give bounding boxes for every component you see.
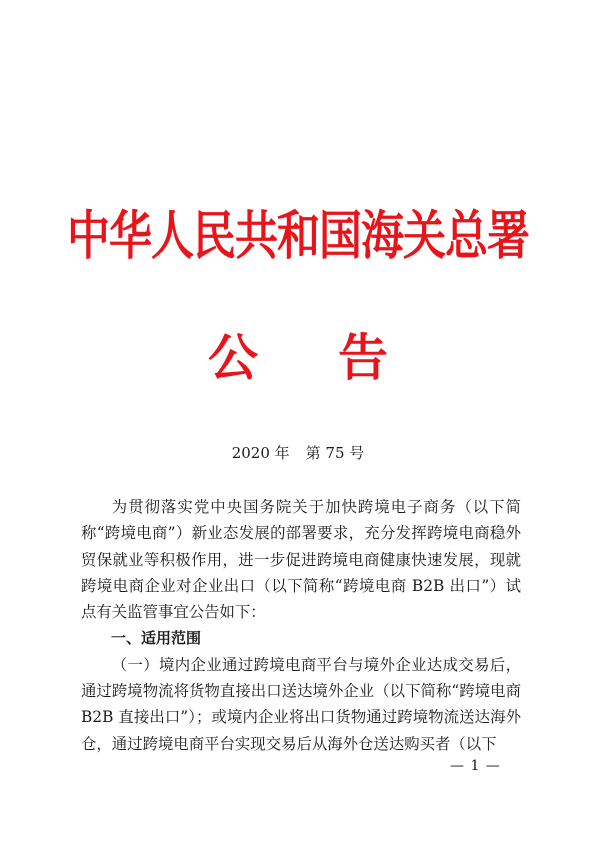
page-number: — 1 — <box>450 758 501 774</box>
section-heading-scope: 一、适用范围 <box>111 629 202 648</box>
document-type-title: 公告 <box>208 329 468 387</box>
section-1-paragraph: （一）境内企业通过跨境电商平台与境外企业达成交易后，通过跨境物流将货物直接出口送达境外企业（以下简称“跨境电商 B2B 直接出口”）；或境内企业将出口货物通过跨境物流送达海外仓，通过跨境电商平台实现交易后从海外仓送达购买者（以下 <box>81 655 521 753</box>
intro-paragraph: 为贯彻落实党中央国务院关于加快跨境电子商务（以下简称“跨境电商”）新业态发展的部署要求，充分发挥跨境电商稳外贸保就业等积极作用，进一步促进跨境电商健康快速发展，现就跨境电商企业对企业出口（以下简称“跨境电商 B2B 出口”）试点有关监管事宜公告如下： <box>81 498 521 622</box>
document-number-seq: 第 75 号 <box>305 444 365 462</box>
document-number <box>0 442 596 463</box>
issuing-agency-header: 中华人民共和国海关总署 <box>67 205 529 267</box>
document-number-year: 2020 年 <box>231 444 290 462</box>
document-body <box>81 494 521 757</box>
